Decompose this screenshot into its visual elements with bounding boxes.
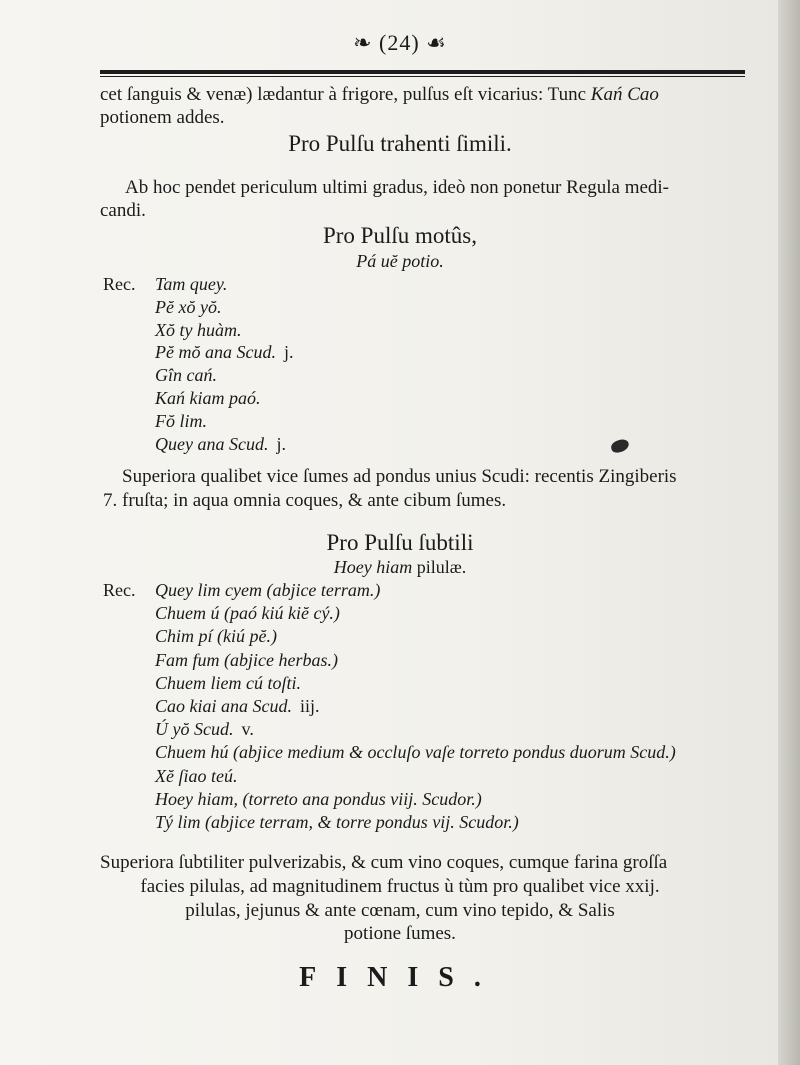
ingredient-line [155, 742, 676, 763]
section2-instructions-line-1: Superiora qualibet vice ſumes ad pondus unius Scudi: recentis Zingiberis [122, 466, 677, 487]
right-fleuron-icon: ☙ [419, 30, 447, 55]
section3-instructions-line: Superiora ſubtiliter pulverizabis, & cum vino coques, cumque farina groſſa [100, 852, 668, 873]
ingredient-name: Quey lim cyem (abjice terram.) [155, 580, 381, 600]
intro-text: cet ſanguis & venæ) lædantur à frigore, pulſus eſt vicarius: Tunc [100, 84, 587, 105]
section-heading-trahenti: Pro Pulſu trahenti ſimili. [288, 131, 512, 156]
ingredient-name: Xŏ ty huàm. [155, 319, 242, 340]
ingredient-line [155, 320, 241, 341]
ingredient-name: Ú yŏ Scud. [155, 719, 234, 740]
ingredient-name: Gîn cań. [155, 365, 217, 386]
ingredient-name: Tý lim (abjice terram, & torre pondus vij. Scudor.) [155, 812, 519, 832]
ingredient-line [155, 766, 237, 787]
rec-label: Rec. [103, 274, 136, 294]
ingredient-name: Chuem hú (abjice medium & occluſo vaſe torreto pondus duorum Scud.) [155, 742, 676, 763]
ingredient-line [155, 696, 320, 717]
header-rule-thin [100, 76, 745, 77]
section3-instructions-line: facies pilulas, ad magnitudinem fructus ù tùm pro qualibet vice xxij. [140, 876, 660, 897]
ingredient-line [155, 603, 340, 624]
header-rule [100, 70, 745, 74]
section3-instructions-line: pilulas, jejunus & ante cœnam, cum vino tepido, & Salis [185, 900, 615, 921]
ingredient-name: Pĕ mŏ ana Scud. [155, 342, 276, 363]
ingredient-name: Kań kiam paó. [155, 388, 261, 408]
ingredient-line [155, 434, 286, 455]
ingredient-name: Cao kiai ana Scud. [155, 696, 292, 716]
page-number: (24) [379, 30, 420, 55]
ingredient-quantity: j. [276, 433, 286, 454]
ingredient-line [155, 719, 254, 740]
ingredient-quantity: v. [241, 719, 254, 740]
subheading-text: Pá uĕ potio. [356, 251, 444, 271]
section1-text-line-1: Ab hoc pendet periculum ultimi gradus, ideò non ponetur Regula medi- [125, 177, 670, 198]
ingredient-quantity: j. [283, 342, 294, 363]
section1-text-line-2: candi. [100, 200, 146, 221]
ingredient-line [155, 274, 227, 295]
intro-line-2: potionem addes. [100, 107, 225, 128]
section2-instructions-line-2: 7. fruſta; in aqua omnia coques, & ante cibum ſumes. [103, 490, 507, 511]
ingredient-line [155, 297, 221, 318]
ingredient-name: Quey ana Scud. [155, 433, 269, 454]
ingredient-name: Chuem liem cú toſti. [155, 672, 301, 693]
ingredient-line [155, 789, 482, 810]
section-heading-motus: Pro Pulſu motûs, [322, 223, 477, 248]
ingredient-name: Fŏ lim. [155, 410, 207, 431]
section3-instructions-line: potione ſumes. [344, 923, 456, 944]
left-fleuron-icon: ❧ [353, 30, 380, 55]
section2-subheading [0, 251, 800, 272]
ingredient-name: Fam fum (abjice herbas.) [155, 649, 338, 670]
finis: FINIS. [299, 962, 501, 993]
ingredient-line [155, 388, 261, 409]
subheading-text: pilulæ. [416, 557, 467, 577]
section-heading-subtili: Pro Pulſu ſubtili [326, 530, 474, 555]
ingredient-name: Pĕ xŏ yŏ. [155, 296, 222, 317]
ingredient-line [155, 650, 338, 671]
page-number-header [0, 30, 800, 56]
rec-label: Rec. [103, 580, 136, 600]
ingredient-name: Chuem ú (paó kiú kiĕ cý.) [155, 603, 340, 624]
ingredient-name: Hoey hiam, (torreto ana pondus viij. Scudor.) [155, 788, 482, 809]
ingredient-name: Tam quey. [155, 274, 228, 294]
ingredient-line [155, 812, 519, 833]
ingredient-line [155, 673, 301, 694]
intro-line-1 [100, 83, 659, 106]
ingredient-quantity: iij. [300, 696, 320, 716]
ingredient-line [155, 580, 380, 601]
intro-term: Kań Cao [590, 84, 659, 105]
ingredient-line [155, 411, 207, 432]
ingredient-line [155, 342, 294, 363]
ingredient-line [155, 626, 277, 647]
ingredient-name: Xĕ ſiao teú. [155, 765, 238, 786]
section3-subheading [0, 557, 800, 578]
subheading-term: Hoey hiam [333, 557, 413, 577]
ingredient-line [155, 365, 217, 386]
ingredient-name: Chim pí (kiú pĕ.) [155, 626, 277, 647]
